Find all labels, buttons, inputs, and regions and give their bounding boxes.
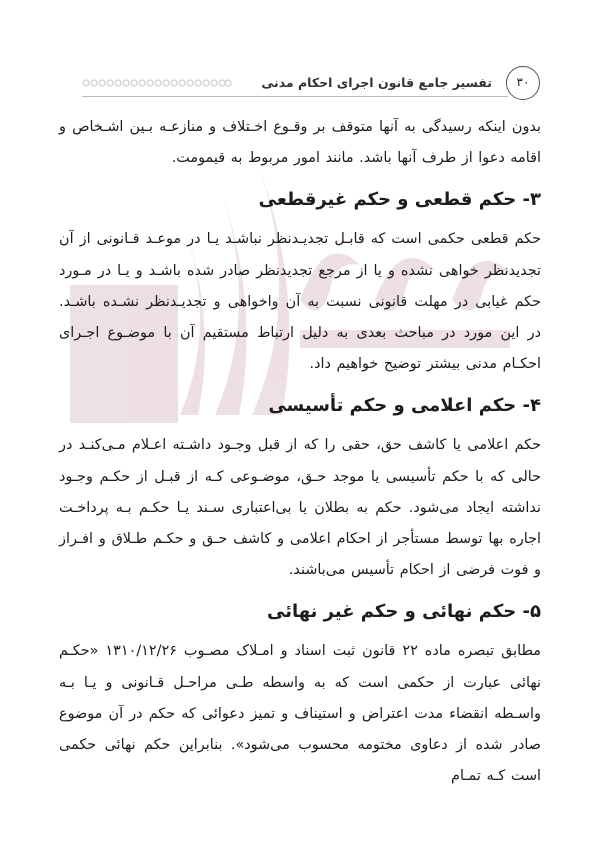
page-number: ۳۰	[506, 66, 540, 100]
header-rule	[82, 96, 508, 97]
heading-conclusive: ۵- حکم نهائی و حکم غیر نهائی	[267, 601, 541, 623]
heading-final-judgment: ۳- حکم قطعی و حکم غیرقطعی	[258, 189, 541, 211]
heading-declaratory: ۴- حکم اعلامی و حکم تأسیسی	[268, 395, 541, 417]
paragraph-conclusive: مطابق تبصره ماده ۲۲ قانون ثبت اسناد و امـلاک مصـوب ۱۳۱۰/۱۲/۲۶ «حکـم نهائی عبارت از حکمی است که به واسطه طـی مراحـل قـانونی و یـا بـه واسـطه انقضاء مدت اعتراض و استیناف و تمیز دعوائی که حکم در آن موضوع صادر شده از دعاوی مختومه محسوب می‌شود». بنابراین حکم نهائی حکمی است کـه تمـام	[59, 643, 541, 785]
page-header	[82, 66, 540, 100]
paragraph-declaratory: حکم اعلامی یا کاشف حق، حقی را که از قبل وجـود داشـته اعـلام مـی‌کنـد در حالی که با حکم تأسیسی یا موجد حـق، موضـوعی کـه از قبـل از حکـم وجـود نداشته ایجاد می‌شود. حکم به بطلان یا بی‌اعتباری سـند یـا حکـم بـه پرداخـت اجاره بها توسط مستأجر از احکام اعلامی و کاشف حـق و حکـم طـلاق و افـراز و فوت فرضی از احکام تأسیس می‌باشند.	[59, 437, 541, 579]
ornament-dots	[82, 76, 232, 90]
paragraph-final-judgment: حکم قطعی حکمی است که قابـل تجدیـدنظر نباشـد یـا در موعـد قـانونی از آن تجدیدنظر خواهی نشده و یا از مرجع تجدیدنظر صادر شده باشـد و یـا در مـورد حکم غیابی در مهلت قانونی نسبت به آن واخواهی و تجدیـدنظر نشـده باشـد. در این مورد در مباحث بعدی به دلیل ارتباط مستقیم آن با موضـوع اجـرای احکـام مدنی بیشتر توضیح خواهیم داد.	[59, 231, 541, 373]
paragraph-intro: بدون اینکه رسیدگی به آنها متوقف بر وقـوع اخـتلاف و منازعـه بـین اشـخاص و اقامه دعوا از طرف آنها باشد. مانند امور مربوط به قیمومت.	[59, 119, 541, 167]
page-body	[59, 112, 541, 792]
running-title: تفسیر جامع قانون اجرای احکام مدنی	[261, 75, 492, 90]
